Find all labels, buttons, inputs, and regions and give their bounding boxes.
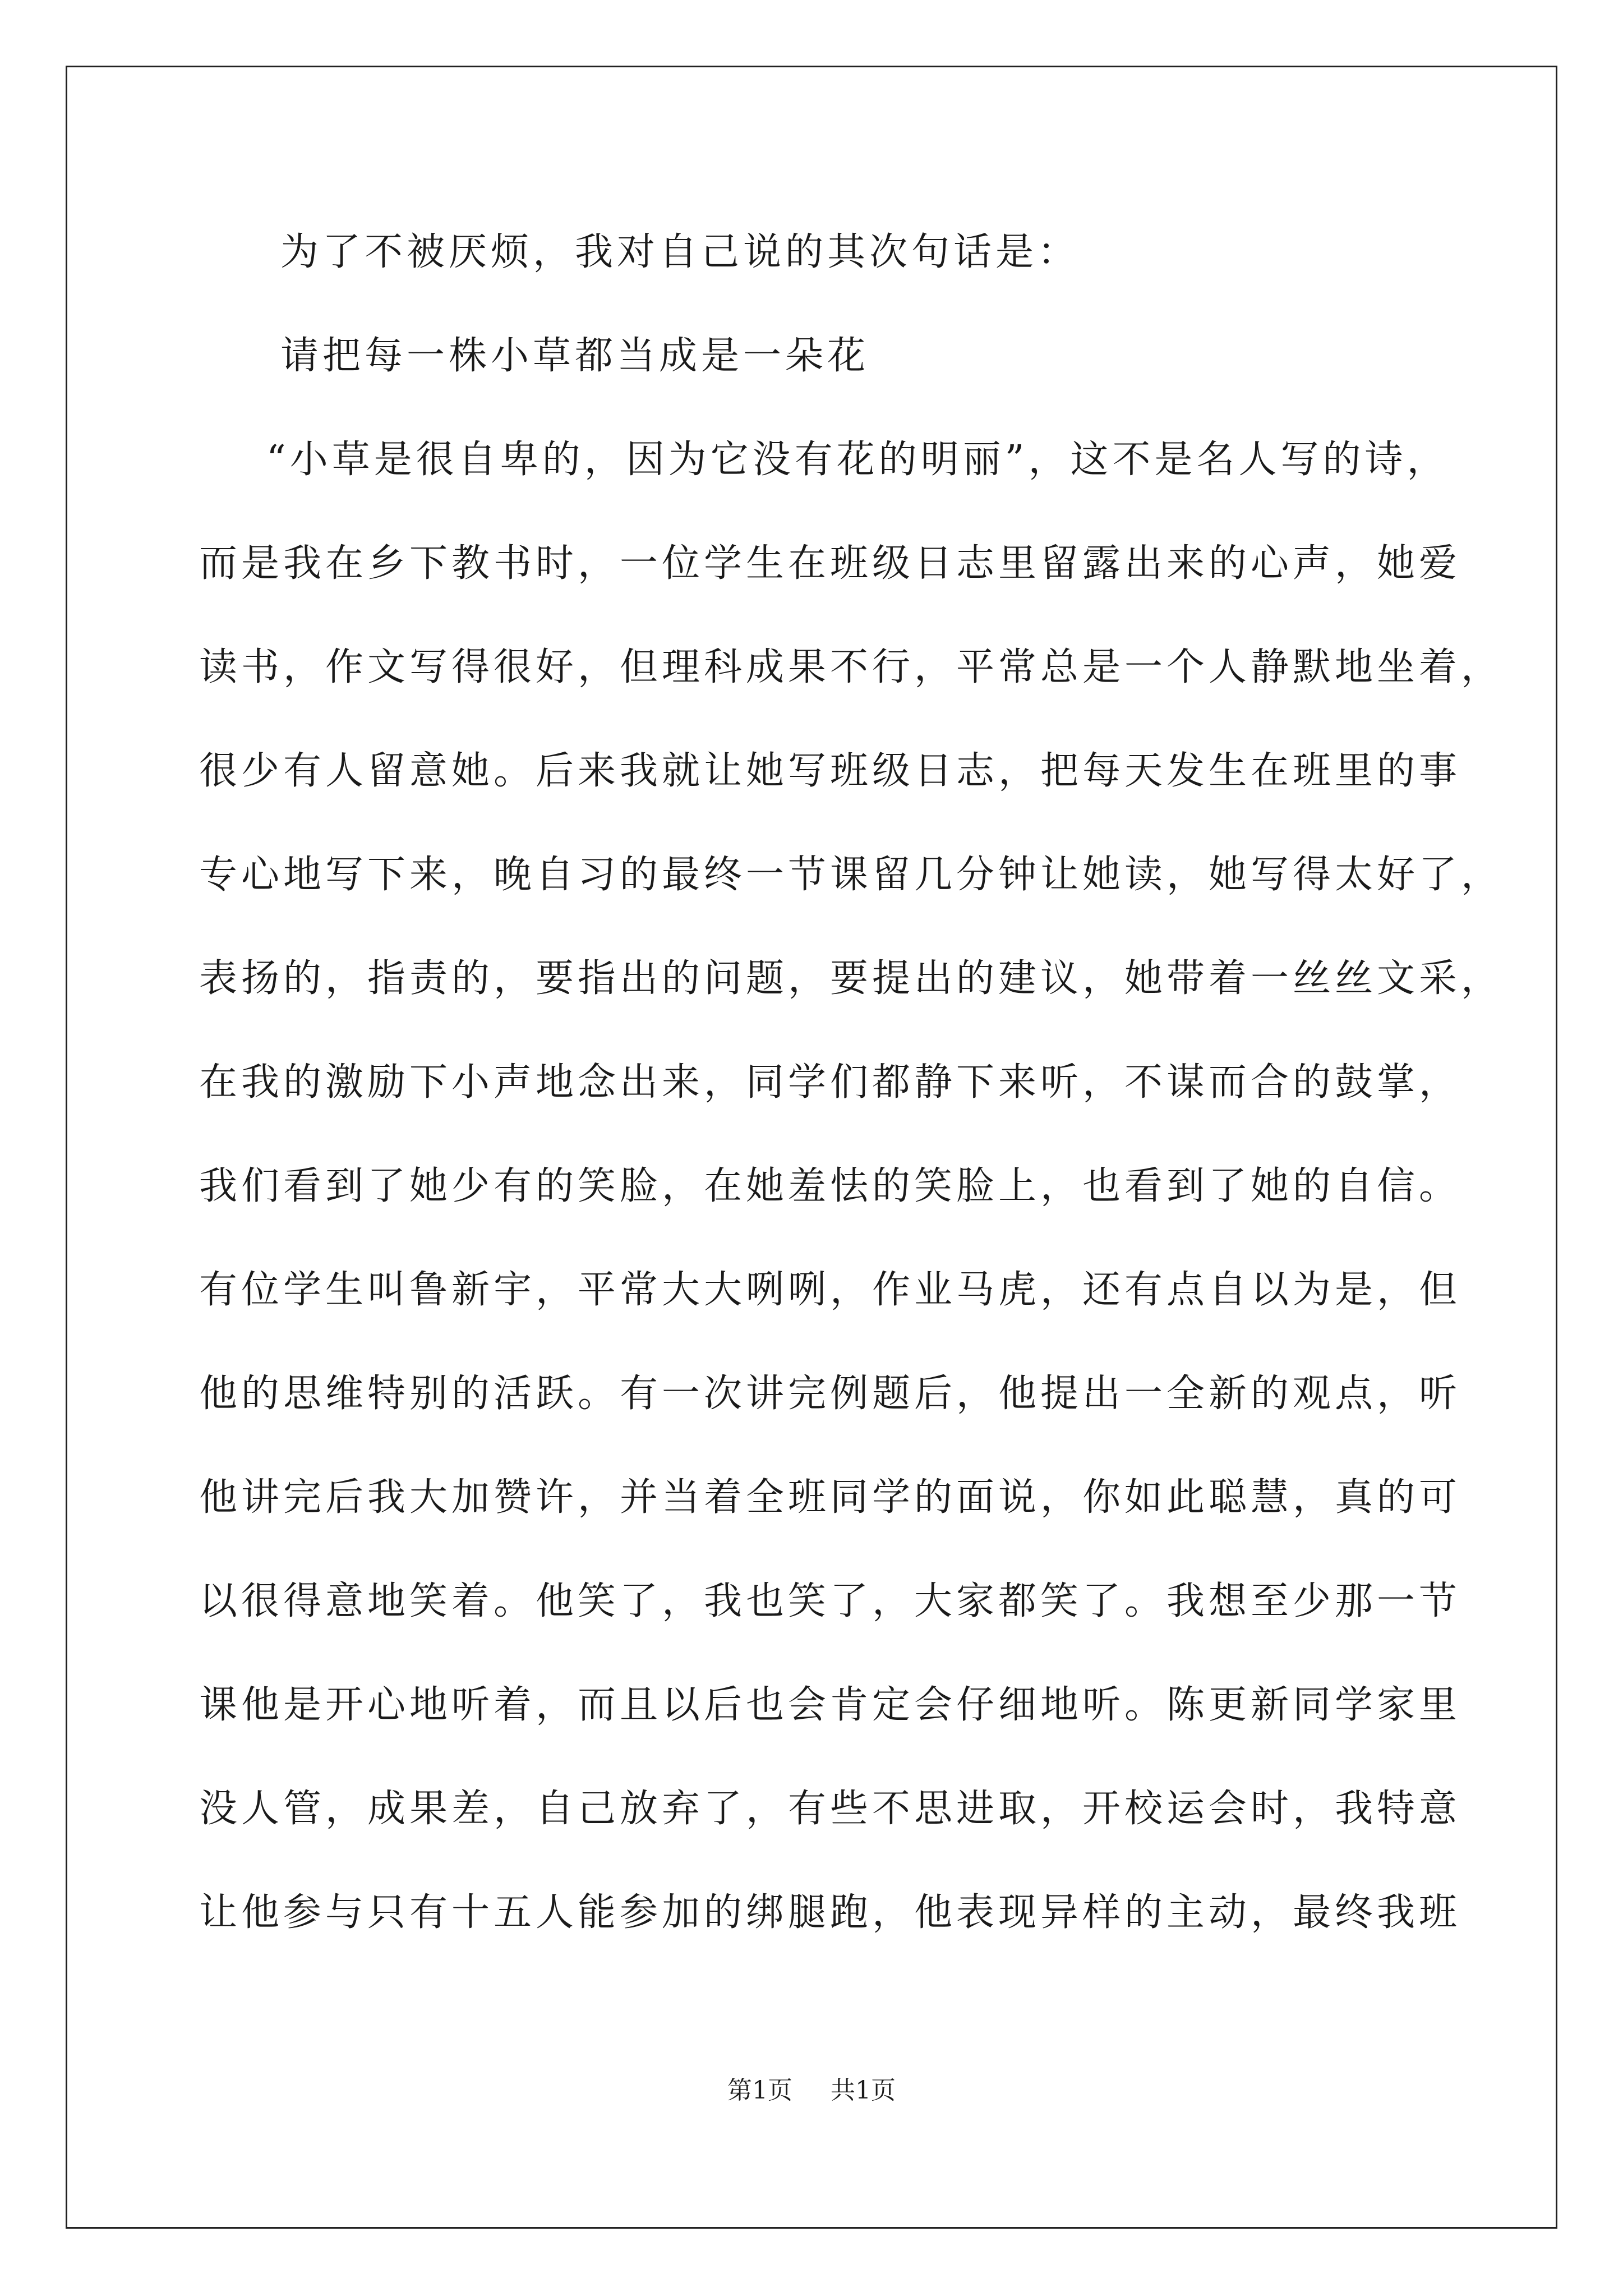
paragraph-line: 我们看到了她少有的笑脸，在她羞怯的笑脸上，也看到了她的自信。 [199, 1164, 1461, 1208]
paragraph-line: 请把每一株小草都当成是一朵花 [280, 334, 870, 378]
paragraph-line: 没人管，成果差，自己放弃了，有些不思进取，开校运会时，我特意 [199, 1787, 1461, 1831]
paragraph-line: 而是我在乡下教书时，一位学生在班级日志里留露出来的心声，她爱 [199, 541, 1461, 586]
paragraph-line: “小草是很自卑的，因为它没有花的明丽”，这不是名人写的诗， [266, 438, 1449, 482]
paragraph-line: 专心地写下来，晚自习的最终一节课留几分钟让她读，她写得太好了， [199, 853, 1504, 897]
page-footer [0, 2074, 1623, 2108]
paragraph-line: 让他参与只有十五人能参加的绑腿跑，他表现异样的主动，最终我班 [199, 1890, 1461, 1935]
paragraph-line: 表扬的，指责的，要指出的问题，要提出的建议，她带着一丝丝文采， [199, 956, 1504, 1001]
paragraph-line: 他讲完后我大加赞许，并当着全班同学的面说，你如此聪慧，真的可 [199, 1475, 1461, 1520]
paragraph-line: 在我的激励下小声地念出来，同学们都静下来听，不谋而合的鼓掌， [199, 1060, 1461, 1105]
paragraph-line: 他的思维特别的活跃。有一次讲完例题后，他提出一全新的观点，听 [199, 1372, 1461, 1416]
paragraph-line: 课他是开心地听着，而且以后也会肯定会仔细地听。陈更新同学家里 [199, 1683, 1461, 1727]
page-number-current: 第1页 [727, 2076, 792, 2105]
paragraph-line: 以很得意地笑着。他笑了，我也笑了，大家都笑了。我想至少那一节 [199, 1579, 1461, 1623]
page-number-total: 共1页 [831, 2076, 896, 2105]
paragraph-line: 为了不被厌烦，我对自己说的其次句话是： [280, 230, 1080, 274]
paragraph-line: 有位学生叫鲁新宇，平常大大咧咧，作业马虎，还有点自以为是，但 [199, 1268, 1461, 1312]
paragraph-line: 读书，作文写得很好，但理科成果不行，平常总是一个人静默地坐着， [199, 645, 1504, 689]
paragraph-line: 很少有人留意她。后来我就让她写班级日志，把每天发生在班里的事 [199, 749, 1461, 793]
